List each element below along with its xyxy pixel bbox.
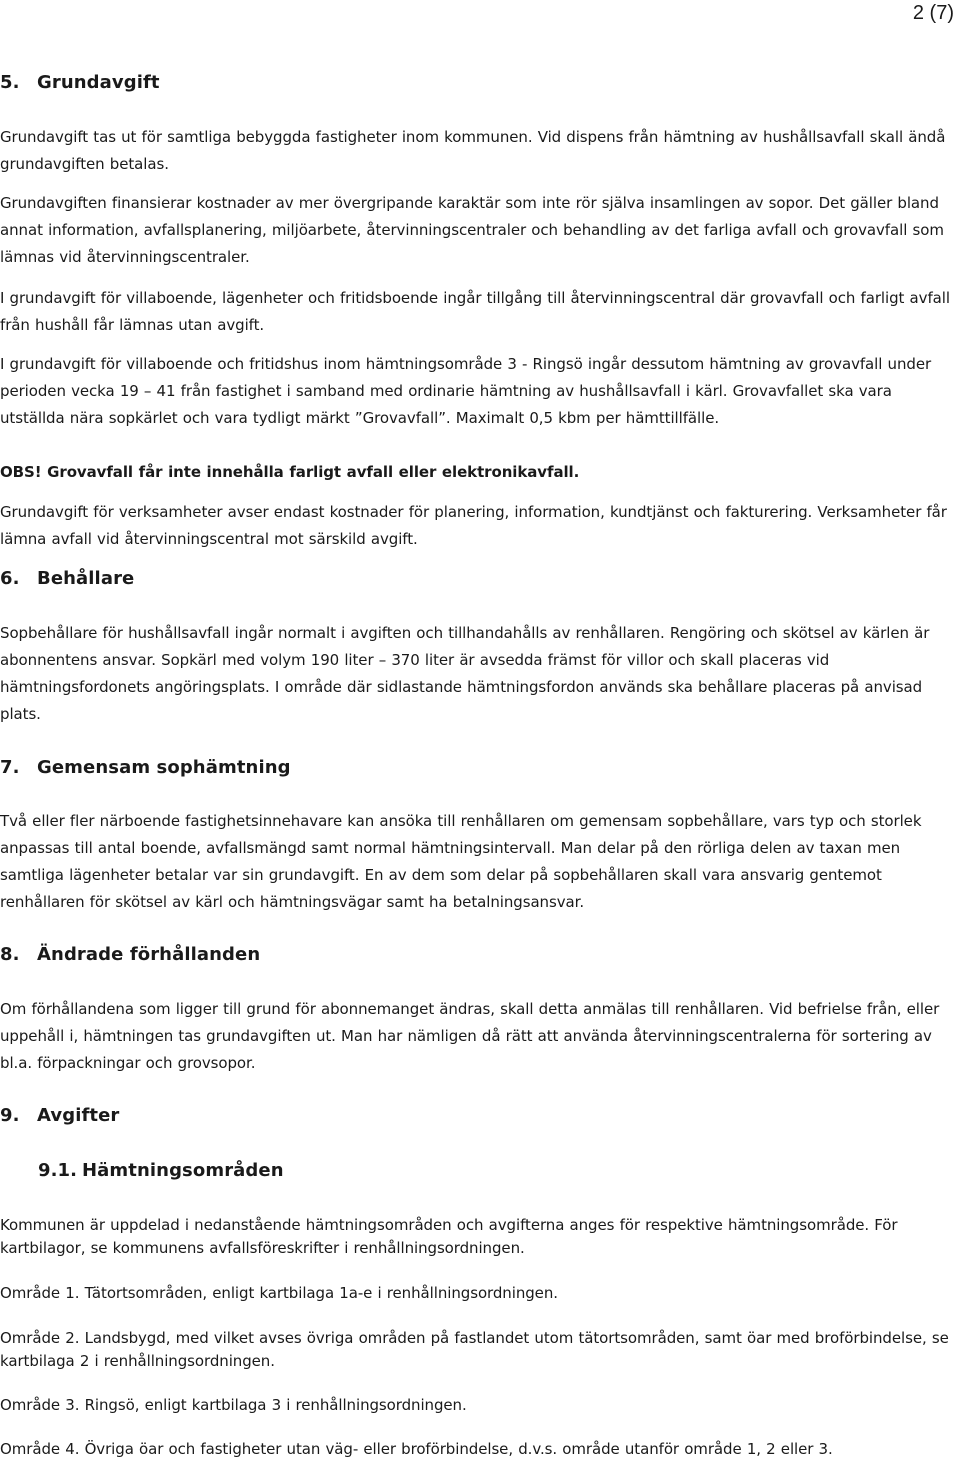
- paragraph: Kommunen är uppdelad i nedanstående hämtningsområden och avgifterna anges för respektive hämtningsområde. För kartbilagor, se kommunens avfallsföreskrifter i renhållningsordningen.: [0, 1216, 898, 1257]
- section-7-heading: [0, 757, 291, 778]
- section-title: Ändrade förhållanden: [37, 944, 261, 965]
- section-number: 7.: [0, 757, 20, 778]
- section-5-heading: [0, 72, 160, 93]
- area-3-paragraph: Område 3. Ringsö, enligt kartbilaga 3 i renhållningsordningen.: [0, 1396, 467, 1414]
- section-9-heading: [0, 1105, 119, 1126]
- paragraph: I grundavgift för villaboende, lägenheter och fritidsboende ingår tillgång till återvinningscentral där grovavfall och farligt avfall från hushåll får lämnas utan avgift.: [0, 289, 950, 334]
- paragraph: Om förhållandena som ligger till grund för abonnemanget ändras, skall detta anmälas till renhållaren. Vid befrielse från, eller uppehåll i, hämtningen tas grundavgiften ut. Man har nämligen då rätt att använda återvinningscentralerna för sortering av bl.a. förpackningar och grovsopor.: [0, 1000, 940, 1072]
- section-title: Gemensam sophämtning: [37, 757, 291, 778]
- paragraph: I grundavgift för villaboende och fritidshus inom hämtningsområde 3 - Ringsö ingår dessutom hämtning av grovavfall under perioden vecka 19 – 41 från fastighet i samband med ordinarie hämtning av hushållsavfall i kärl. Grovavfallet ska vara utställda nära sopkärlet och vara tydligt märkt ”Grovavfall”. Maximalt 0,5 kbm per hämttillfälle.: [0, 355, 932, 427]
- area-2-paragraph: Område 2. Landsbygd, med vilket avses övriga områden på fastlandet utom tätortsområden, samt öar med broförbindelse, se kartbilaga 2 i renhållningsordningen.: [0, 1329, 949, 1370]
- section-number: 9.: [0, 1105, 20, 1126]
- paragraph: Två eller fler närboende fastighetsinnehavare kan ansöka till renhållaren om gemensam sopbehållare, vars typ och storlek anpassas till antal boende, avfallsmängd samt normal hämtningsintervall. Man delar på den rörliga delen av taxan men samtliga lägenheter betalar var sin grundavgift. En av dem som delar på sopbehållaren skall vara ansvarig gentemot renhållaren för skötsel av kärl och hämtningsvägar samt ha betalningsansvar.: [0, 812, 922, 911]
- paragraph: Sopbehållare för hushållsavfall ingår normalt i avgiften och tillhandahålls av renhållaren. Rengöring och skötsel av kärlen är abonnentens ansvar. Sopkärl med volym 190 liter – 370 liter är avsedda främst för villor och skall placeras vid hämtningsfordonets angöringsplats. I område där sidlastande hämtningsfordon används ska behållare placeras på anvisad plats.: [0, 624, 930, 723]
- section-number: 8.: [0, 944, 20, 965]
- section-number: 9.1.: [38, 1160, 78, 1181]
- area-1-paragraph: Område 1. Tätortsområden, enligt kartbilaga 1a-e i renhållningsordningen.: [0, 1284, 558, 1302]
- section-title: Avgifter: [37, 1105, 120, 1126]
- section-6-heading: [0, 568, 134, 589]
- section-title: Grundavgift: [37, 72, 160, 93]
- page-number: 2 (7): [912, 2, 954, 24]
- section-number: 5.: [0, 72, 20, 93]
- section-9-1-heading: [38, 1160, 284, 1181]
- area-4-paragraph: Område 4. Övriga öar och fastigheter utan väg- eller broförbindelse, d.v.s. område utanför område 1, 2 eller 3.: [0, 1440, 833, 1458]
- paragraph: Grundavgift tas ut för samtliga bebyggda fastigheter inom kommunen. Vid dispens från hämtning av hushållsavfall skall ändå grundavgiften betalas.: [0, 128, 946, 173]
- section-title: Behållare: [37, 568, 135, 589]
- paragraph: Grundavgift för verksamheter avser endast kostnader för planering, information, kundtjänst och fakturering. Verksamheter får lämna avfall vid återvinningscentral mot särskild avgift.: [0, 503, 947, 548]
- notice-paragraph: OBS! Grovavfall får inte innehålla farligt avfall eller elektronikavfall.: [0, 463, 580, 481]
- paragraph: Grundavgiften finansierar kostnader av mer övergripande karaktär som inte rör själva insamlingen av sopor. Det gäller bland annat information, avfallsplanering, miljöarbete, återvinningscentraler och behandling av det farliga avfall och grovavfall som lämnas vid återvinningscentraler.: [0, 194, 944, 266]
- section-8-heading: [0, 944, 260, 965]
- section-number: 6.: [0, 568, 20, 589]
- section-title: Hämtningsområden: [82, 1160, 284, 1181]
